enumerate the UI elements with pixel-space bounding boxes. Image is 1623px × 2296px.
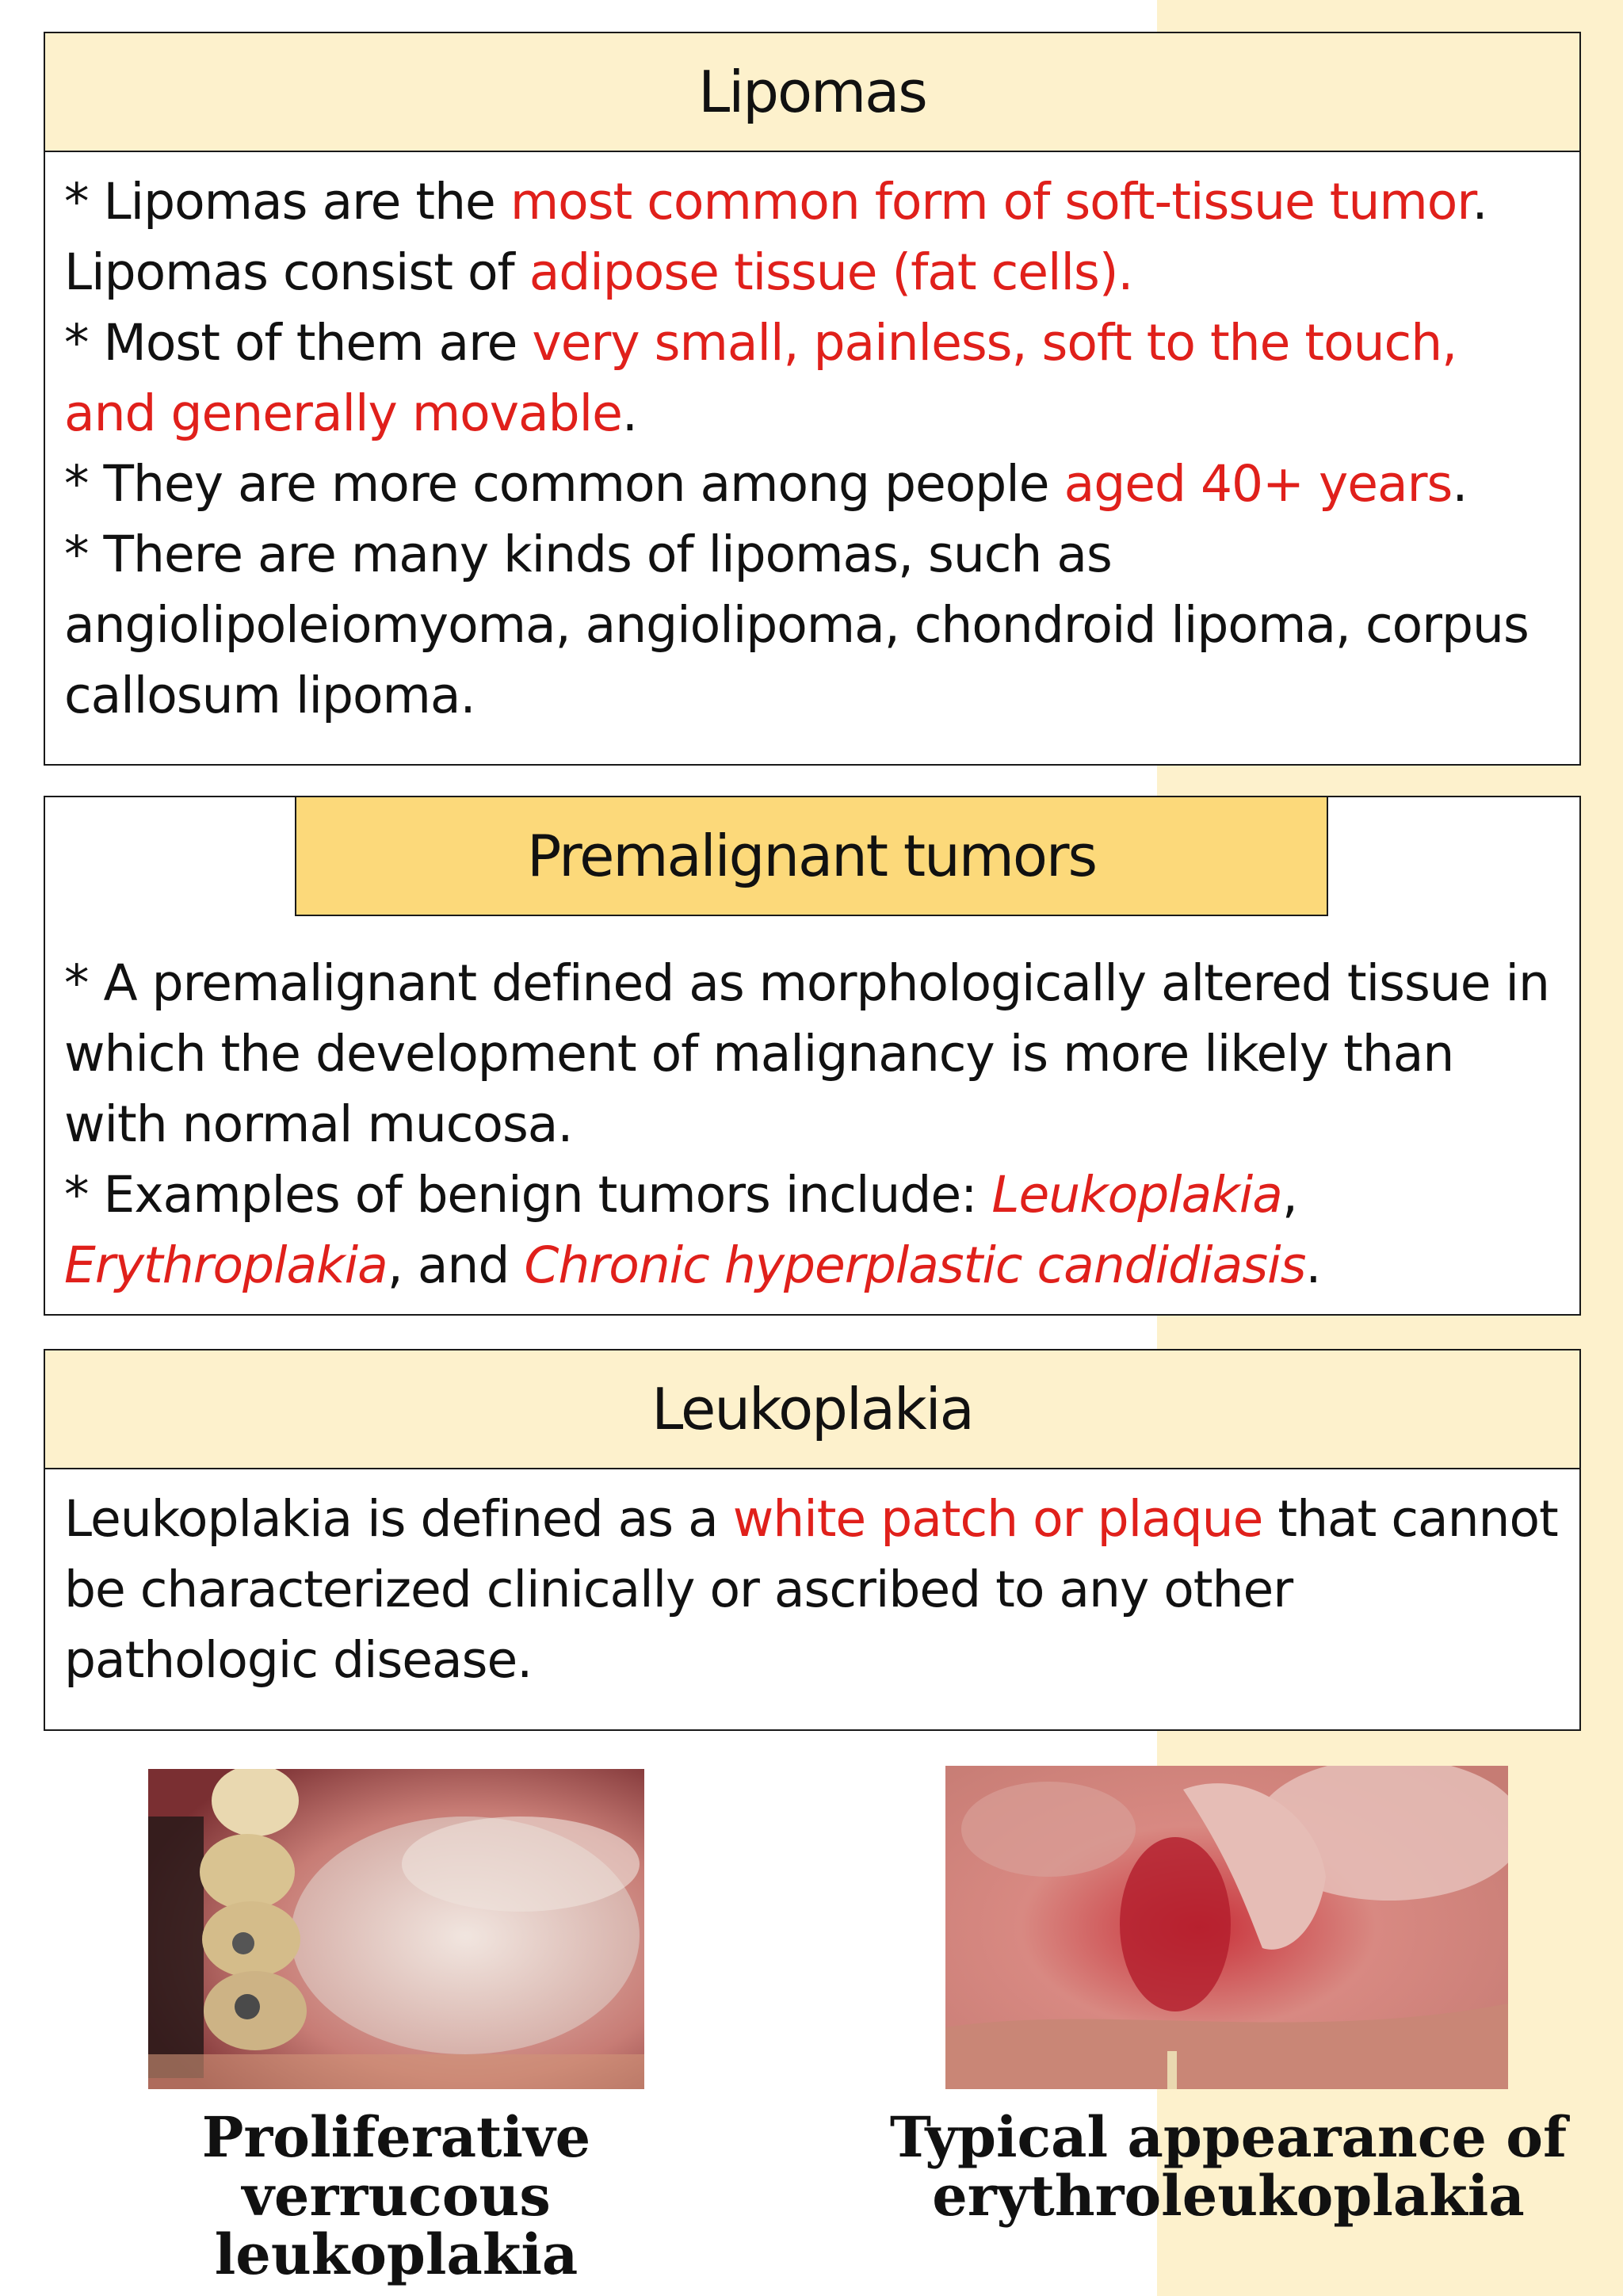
lipomas-point-4: * There are many kinds of lipomas, such as angiolipoleiomyoma, angiolipoma, chondroid lipoma, corpus callosum lipoma. (64, 525, 1529, 724)
lipomas-point-3: * They are more common among people aged 40+ years. (64, 455, 1468, 513)
lipomas-title: Lipomas (45, 33, 1579, 152)
lipomas-body (45, 152, 1579, 731)
caption-verrucous-leukoplakia: Proliferative verrucous leukoplakia (201, 2104, 591, 2287)
premalignant-title: Premalignant tumors (295, 797, 1328, 916)
lipomas-point-1: * Lipomas are the most common form of soft-tissue tumor. Lipomas consist of adipose tissue (fat cells). (64, 173, 1487, 301)
leukoplakia-body (45, 1469, 1579, 1695)
erythroleukoplakia-photo (945, 1766, 1508, 2089)
lipomas-point-2: * Most of them are very small, painless, soft to the touch, and generally movable. (64, 314, 1457, 442)
premalignant-section (44, 796, 1581, 1316)
leukoplakia-section (44, 1349, 1581, 1731)
lipomas-section (44, 32, 1581, 766)
premalignant-point-2: * Examples of benign tumors include: Leukoplakia, Erythroplakia, and Chronic hyperplastic candidiasis. (64, 1166, 1321, 1294)
verrucous-leukoplakia-photo (148, 1769, 644, 2089)
leukoplakia-definition: Leukoplakia is defined as a white patch or plaque that cannot be characterized clinically or ascribed to any other pathologic disease. (64, 1490, 1558, 1689)
caption-erythroleukoplakia: Typical appearance of erythroleukoplakia (889, 2104, 1568, 2229)
leukoplakia-title: Leukoplakia (45, 1350, 1579, 1469)
premalignant-point-1: * A premalignant defined as morphologically altered tissue in which the development of malignancy is more likely than with normal mucosa. (64, 954, 1549, 1153)
